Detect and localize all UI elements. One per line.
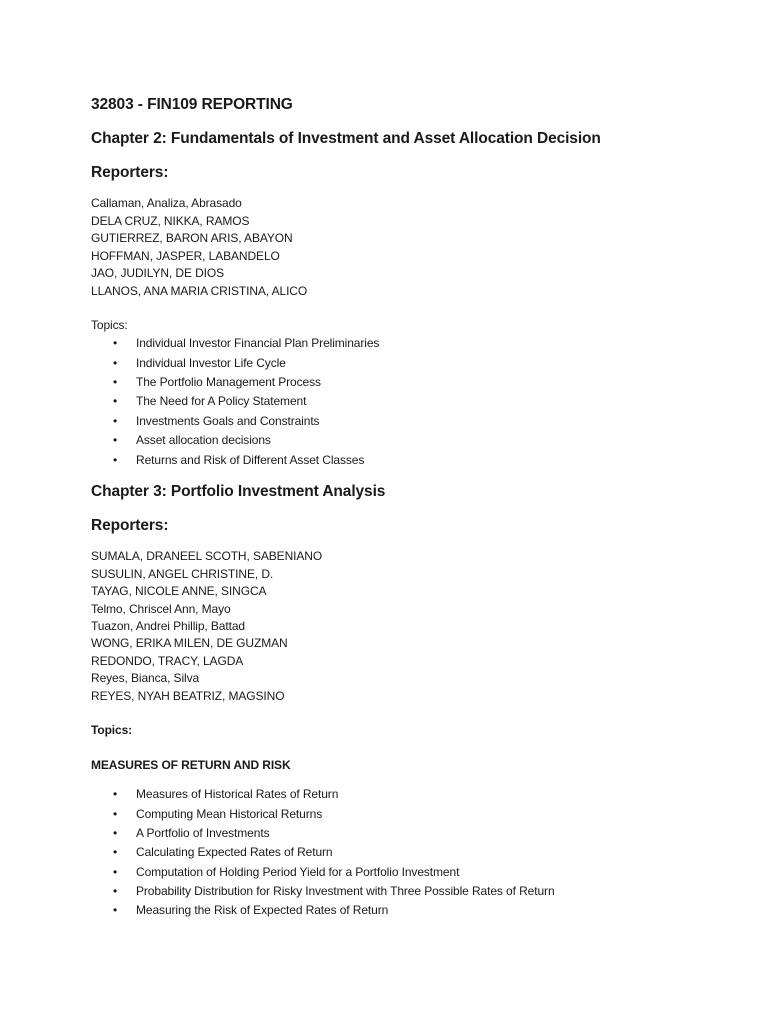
reporter-entry: WONG, ERIKA MILEN, DE GUZMAN [91, 636, 288, 650]
topic-text: Measures of Historical Rates of Return [136, 787, 339, 801]
reporter-entry: SUSULIN, ANGEL CHRISTINE, D. [91, 567, 274, 581]
bullet-icon: • [113, 336, 118, 350]
bullet-icon: • [113, 433, 118, 447]
topic-text: Computation of Holding Period Yield for a Portfolio Investment [136, 865, 460, 879]
bullet-icon: • [113, 394, 118, 408]
chapter-3-section-label: MEASURES OF RETURN AND RISK [91, 758, 291, 772]
bullet-icon: • [113, 807, 118, 821]
reporter-entry: REYES, NYAH BEATRIZ, MAGSINO [91, 689, 285, 703]
topic-text: Asset allocation decisions [136, 433, 271, 447]
chapter-2-topics-label: Topics: [91, 318, 128, 332]
reporter-entry: Callaman, Analiza, Abrasado [91, 196, 242, 210]
chapter-2-heading: Chapter 2: Fundamentals of Investment and Asset Allocation Decision [91, 130, 601, 147]
reporter-entry: Telmo, Chriscel Ann, Mayo [91, 602, 231, 616]
document-title: 32803 - FIN109 REPORTING [91, 96, 293, 113]
bullet-icon: • [113, 845, 118, 859]
topic-text: The Need for A Policy Statement [136, 394, 307, 408]
bullet-icon: • [113, 787, 118, 801]
bullet-icon: • [113, 356, 118, 370]
chapter-3-reporters-label: Reporters: [91, 517, 169, 534]
reporter-entry: REDONDO, TRACY, LAGDA [91, 654, 244, 668]
topic-text: Computing Mean Historical Returns [136, 807, 323, 821]
reporter-entry: LLANOS, ANA MARIA CRISTINA, ALICO [91, 284, 308, 298]
bullet-icon: • [113, 865, 118, 879]
topic-text: Returns and Risk of Different Asset Classes [136, 453, 365, 467]
reporter-entry: Reyes, Bianca, Silva [91, 671, 200, 685]
bullet-icon: • [113, 826, 118, 840]
bullet-icon: • [113, 453, 118, 467]
reporter-entry: TAYAG, NICOLE ANNE, SINGCA [91, 584, 267, 598]
reporter-entry: JAO, JUDILYN, DE DIOS [91, 266, 225, 280]
bullet-icon: • [113, 903, 118, 917]
chapter-3-heading: Chapter 3: Portfolio Investment Analysis [91, 483, 386, 500]
chapter-2-reporters-label: Reporters: [91, 164, 169, 181]
topic-text: A Portfolio of Investments [136, 826, 270, 840]
topic-text: Calculating Expected Rates of Return [136, 845, 333, 859]
reporter-entry: HOFFMAN, JASPER, LABANDELO [91, 249, 280, 263]
reporter-entry: DELA CRUZ, NIKKA, RAMOS [91, 214, 250, 228]
topic-text: Investments Goals and Constraints [136, 414, 320, 428]
topic-text: Probability Distribution for Risky Investment with Three Possible Rates of Return [136, 884, 555, 898]
topic-text: Individual Investor Financial Plan Preliminaries [136, 336, 380, 350]
bullet-icon: • [113, 884, 118, 898]
chapter-3-topics-label: Topics: [91, 723, 133, 737]
bullet-icon: • [113, 375, 118, 389]
bullet-icon: • [113, 414, 118, 428]
topic-text: Individual Investor Life Cycle [136, 356, 286, 370]
reporter-entry: Tuazon, Andrei Phillip, Battad [91, 619, 245, 633]
reporter-entry: GUTIERREZ, BARON ARIS, ABAYON [91, 231, 293, 245]
reporter-entry: SUMALA, DRANEEL SCOTH, SABENIANO [91, 549, 323, 563]
topic-text: The Portfolio Management Process [136, 375, 321, 389]
topic-text: Measuring the Risk of Expected Rates of Return [136, 903, 389, 917]
